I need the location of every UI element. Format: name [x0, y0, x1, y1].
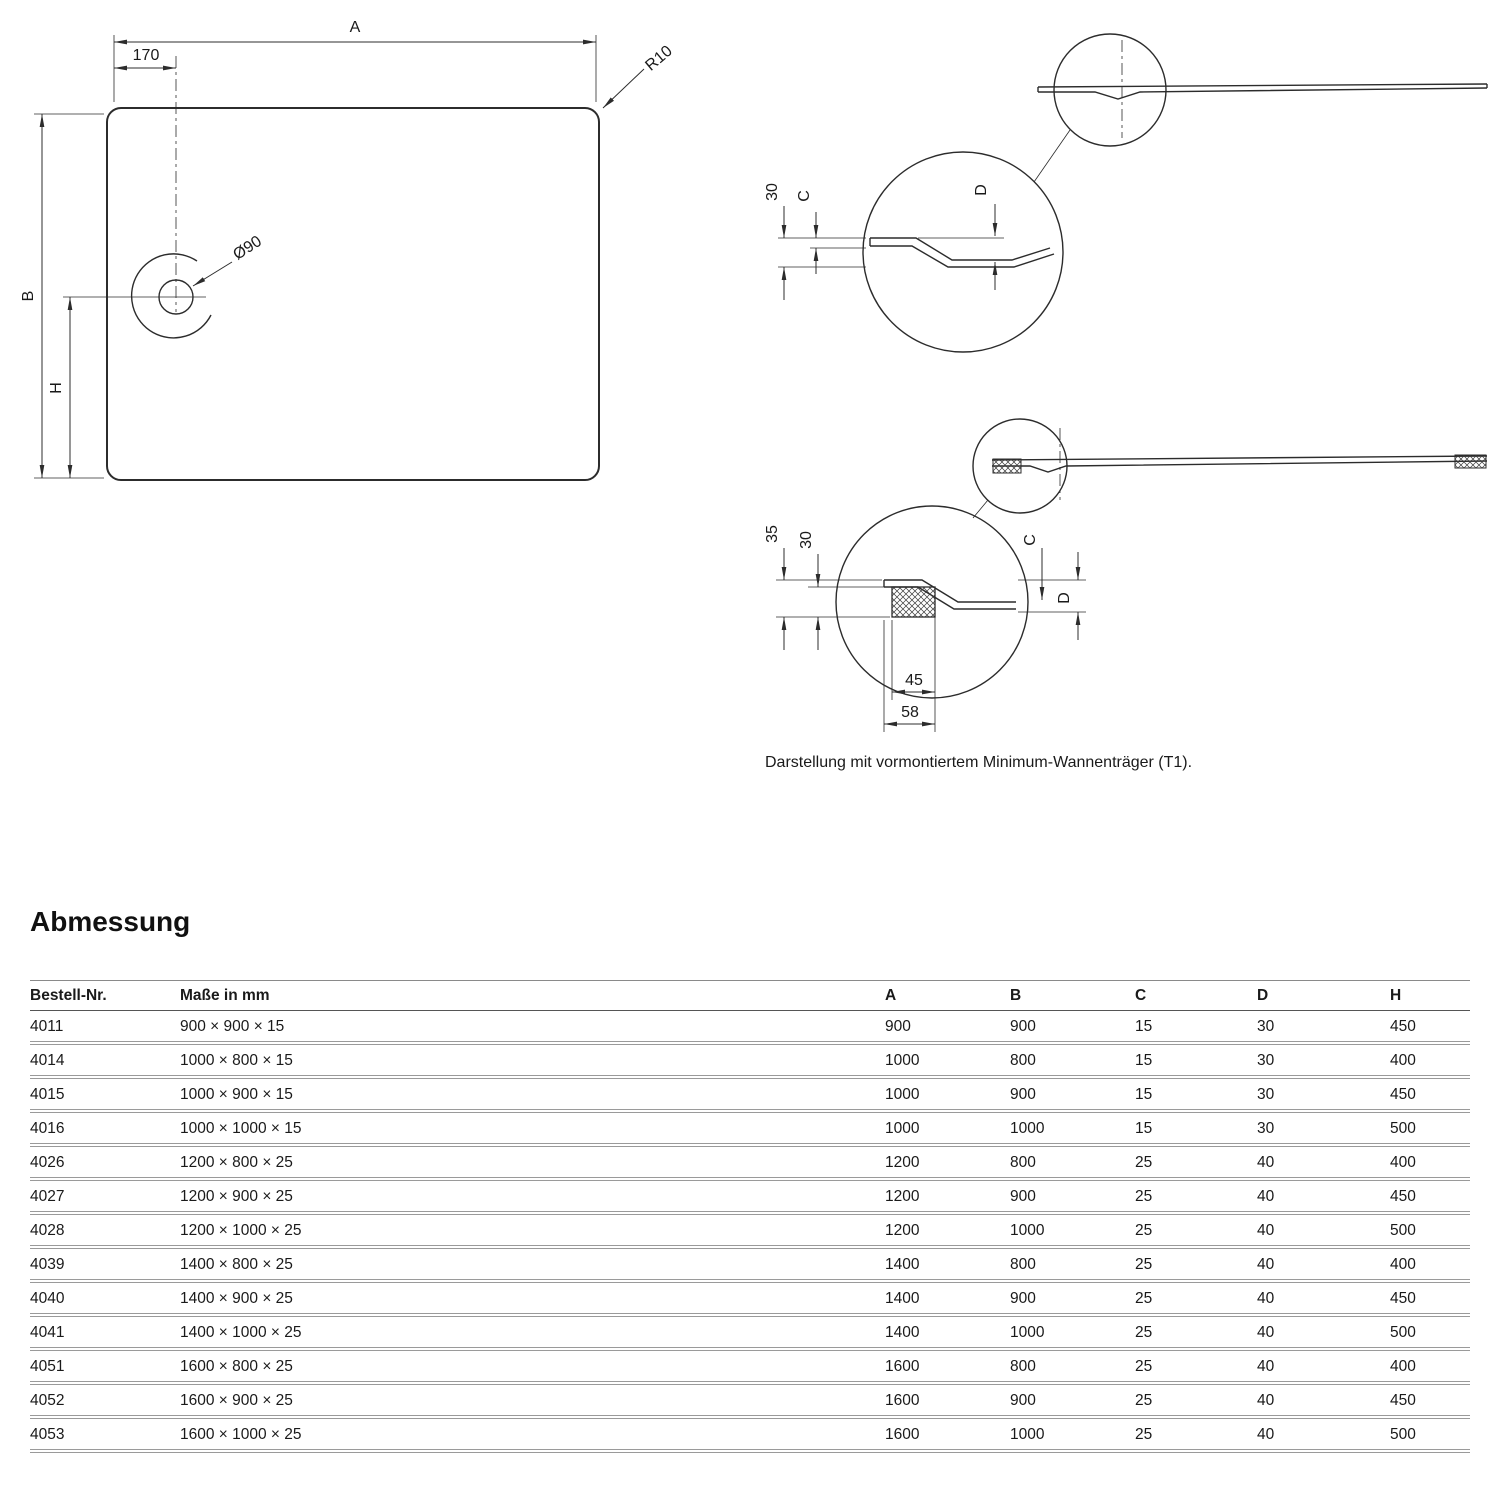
dim-label-d: D: [1056, 592, 1073, 604]
table-cell: 900: [1010, 1281, 1135, 1315]
detail-connector: [973, 500, 988, 518]
table-cell: 30: [1257, 1111, 1390, 1145]
table-cell: 15: [1135, 1011, 1257, 1044]
table-cell: 40: [1257, 1417, 1390, 1451]
table-cell: 900: [1010, 1077, 1135, 1111]
leader-r10: [603, 69, 644, 108]
dim-label-170: 170: [132, 47, 160, 64]
table-cell: 4026: [30, 1145, 180, 1179]
table-cell: 400: [1390, 1145, 1470, 1179]
table-row: [30, 1247, 1470, 1281]
table-cell: 40: [1257, 1315, 1390, 1349]
table-row: [30, 1213, 1470, 1247]
profile-bottom-edge: [1038, 88, 1487, 99]
table-row: [30, 1315, 1470, 1349]
section-title: Abmessung: [30, 906, 191, 937]
table-row: [30, 1179, 1470, 1213]
table-cell: 1200 × 1000 × 25: [180, 1213, 885, 1247]
table-cell: 1200 × 800 × 25: [180, 1145, 885, 1179]
table-cell: 800: [1010, 1043, 1135, 1077]
table-cell: 30: [1257, 1043, 1390, 1077]
table-cell: 40: [1257, 1281, 1390, 1315]
table-cell: 1600 × 1000 × 25: [180, 1417, 885, 1451]
table-cell: 1000 × 1000 × 15: [180, 1111, 885, 1145]
table-cell: 1200 × 900 × 25: [180, 1179, 885, 1213]
zoom-profile-bottom: [870, 246, 1054, 267]
table-cell: 40: [1257, 1213, 1390, 1247]
dimensions-table-body: [30, 1011, 1470, 1452]
table-cell: 4052: [30, 1383, 180, 1417]
table-cell: 4011: [30, 1011, 180, 1044]
column-header: A: [885, 981, 1010, 1011]
table-row: [30, 1281, 1470, 1315]
table-cell: 25: [1135, 1179, 1257, 1213]
table-cell: 1000: [1010, 1315, 1135, 1349]
table-cell: 500: [1390, 1417, 1470, 1451]
table-cell: 1000: [885, 1111, 1010, 1145]
table-cell: 1200: [885, 1213, 1010, 1247]
table-cell: 450: [1390, 1011, 1470, 1044]
table-row: [30, 1111, 1470, 1145]
column-header: B: [1010, 981, 1135, 1011]
table-cell: 400: [1390, 1043, 1470, 1077]
carrier-block-zoom: [892, 587, 935, 617]
section-view-mounted: [764, 419, 1487, 732]
column-header: Bestell-Nr.: [30, 981, 180, 1011]
table-cell: 40: [1257, 1383, 1390, 1417]
table-cell: 1600 × 800 × 25: [180, 1349, 885, 1383]
table-cell: 4053: [30, 1417, 180, 1451]
table-cell: 4016: [30, 1111, 180, 1145]
table-cell: 1200: [885, 1179, 1010, 1213]
table-row: [30, 1043, 1470, 1077]
dim-label-h: H: [48, 382, 65, 394]
table-cell: 4014: [30, 1043, 180, 1077]
table-cell: 1000: [1010, 1213, 1135, 1247]
table-cell: 800: [1010, 1349, 1135, 1383]
detail-circle-small: [1054, 34, 1166, 146]
table-cell: 1000: [1010, 1111, 1135, 1145]
table-row: [30, 1349, 1470, 1383]
leader-drain-diameter: [193, 262, 232, 286]
table-cell: 1400 × 1000 × 25: [180, 1315, 885, 1349]
table-cell: 1400 × 900 × 25: [180, 1281, 885, 1315]
table-cell: 25: [1135, 1247, 1257, 1281]
table-cell: 1000: [1010, 1417, 1135, 1451]
dim-label-30: 30: [764, 183, 781, 201]
dim-label-a: A: [349, 19, 361, 36]
table-row: [30, 1077, 1470, 1111]
table-cell: 1600: [885, 1383, 1010, 1417]
dim-label-drain: Ø90: [230, 232, 265, 264]
table-cell: 4015: [30, 1077, 180, 1111]
plan-view: [20, 19, 676, 480]
table-cell: 1000: [885, 1043, 1010, 1077]
table-cell: 1600: [885, 1417, 1010, 1451]
dim-label-d: D: [973, 184, 990, 196]
table-cell: 40: [1257, 1179, 1390, 1213]
dim-label-58: 58: [901, 704, 919, 721]
table-cell: 25: [1135, 1315, 1257, 1349]
table-cell: 25: [1135, 1213, 1257, 1247]
table-cell: 4041: [30, 1315, 180, 1349]
table-cell: 15: [1135, 1111, 1257, 1145]
table-row: [30, 1011, 1470, 1044]
profile-top-edge: [1038, 84, 1487, 87]
drain-arc: [132, 254, 211, 338]
table-cell: 500: [1390, 1111, 1470, 1145]
table-cell: 40: [1257, 1349, 1390, 1383]
drawing-caption: Darstellung mit vormontiertem Minimum-Wannenträger (T1).: [765, 754, 1193, 771]
dim-label-45: 45: [905, 672, 923, 689]
table-cell: 25: [1135, 1349, 1257, 1383]
dim-label-c: C: [1022, 534, 1039, 546]
table-cell: 1400: [885, 1315, 1010, 1349]
dim-label-b: B: [20, 290, 37, 302]
table-cell: 1400: [885, 1281, 1010, 1315]
table-cell: 4051: [30, 1349, 180, 1383]
table-cell: 25: [1135, 1417, 1257, 1451]
table-cell: 800: [1010, 1247, 1135, 1281]
column-header: H: [1390, 981, 1470, 1011]
table-cell: 1600: [885, 1349, 1010, 1383]
section-view-top: [764, 34, 1487, 352]
table-cell: 450: [1390, 1179, 1470, 1213]
table-cell: 1000 × 800 × 15: [180, 1043, 885, 1077]
dim-label-c: C: [796, 190, 813, 202]
table-cell: 15: [1135, 1077, 1257, 1111]
detail-circle-large: [863, 152, 1063, 352]
carrier-block-right: [1455, 455, 1486, 468]
table-cell: 25: [1135, 1383, 1257, 1417]
table-cell: 900: [885, 1011, 1010, 1044]
table-cell: 900 × 900 × 15: [180, 1011, 885, 1044]
dimensions-table: [30, 980, 1470, 1453]
table-cell: 800: [1010, 1145, 1135, 1179]
table-cell: 1600 × 900 × 25: [180, 1383, 885, 1417]
table-cell: 450: [1390, 1077, 1470, 1111]
dimensions-table-head-row: [30, 981, 1470, 1011]
table-cell: 30: [1257, 1077, 1390, 1111]
table-cell: 450: [1390, 1281, 1470, 1315]
table-cell: 4028: [30, 1213, 180, 1247]
table-cell: 1400 × 800 × 25: [180, 1247, 885, 1281]
table-cell: 500: [1390, 1213, 1470, 1247]
table-row: [30, 1145, 1470, 1179]
tray-outline: [107, 108, 599, 480]
column-header: D: [1257, 981, 1390, 1011]
dim-label-35: 35: [764, 525, 781, 543]
table-row: [30, 1383, 1470, 1417]
table-cell: 1200: [885, 1145, 1010, 1179]
zoom-profile-top: [870, 238, 1050, 260]
detail-connector: [1034, 130, 1070, 182]
column-header: C: [1135, 981, 1257, 1011]
table-row: [30, 1417, 1470, 1451]
table-cell: 4039: [30, 1247, 180, 1281]
table-cell: 15: [1135, 1043, 1257, 1077]
table-cell: 900: [1010, 1383, 1135, 1417]
table-cell: 900: [1010, 1179, 1135, 1213]
table-cell: 25: [1135, 1281, 1257, 1315]
dim-label-30: 30: [798, 531, 815, 549]
table-cell: 4040: [30, 1281, 180, 1315]
dim-label-r10: R10: [642, 42, 676, 75]
table-cell: 900: [1010, 1011, 1135, 1044]
table-cell: 30: [1257, 1011, 1390, 1044]
carrier-block-left: [993, 459, 1021, 473]
table-cell: 400: [1390, 1349, 1470, 1383]
table-cell: 40: [1257, 1247, 1390, 1281]
table-cell: 1000 × 900 × 15: [180, 1077, 885, 1111]
table-cell: 4027: [30, 1179, 180, 1213]
table-cell: 500: [1390, 1315, 1470, 1349]
table-cell: 40: [1257, 1145, 1390, 1179]
column-header: Maße in mm: [180, 981, 885, 1011]
table-cell: 1400: [885, 1247, 1010, 1281]
table-cell: 450: [1390, 1383, 1470, 1417]
table-cell: 1000: [885, 1077, 1010, 1111]
table-cell: 400: [1390, 1247, 1470, 1281]
table-cell: 25: [1135, 1145, 1257, 1179]
